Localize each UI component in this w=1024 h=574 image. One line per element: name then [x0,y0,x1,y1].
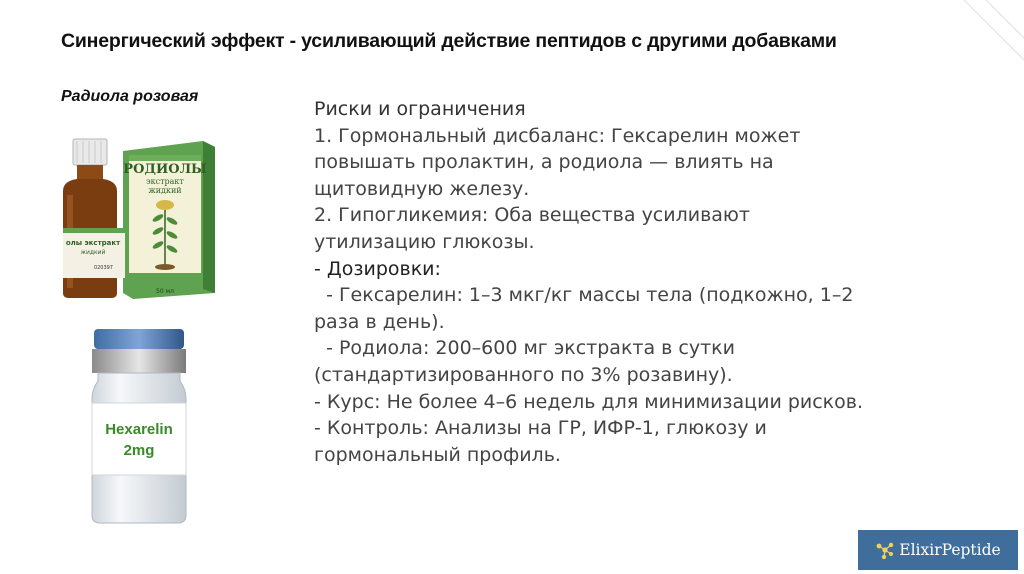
rhodiola-box-line1: экстракт [146,177,184,186]
body-line: 2. Гипогликемия: Оба вещества усиливают [314,204,750,227]
rhodiola-bottle-label-line1: олы экстракт [65,239,121,247]
rhodiola-bottle-label-line2: жидкий [80,249,106,256]
rhodiola-box-line2: жидкий [148,186,182,195]
rhodiola-bottle [63,139,125,298]
elixirpeptide-logo [858,530,1018,570]
body-line: щитовидную железу. [314,177,530,200]
molecule-icon [875,540,895,560]
body-line: гормональный профиль. [314,443,561,466]
body-text [314,96,1014,468]
body-line: - Гексарелин: 1–3 мкг/кг массы тела (подкожно, 1–2 [314,284,854,307]
body-line: повышать пролактин, а родиола — влиять на [314,151,774,174]
rhodiola-box-brand: РОДИОЛЫ [123,162,207,177]
rhodiola-bottle-code: 020397 [93,265,113,271]
hexarelin-dose: 2mg [123,442,155,459]
body-line: - Дозировки: [314,257,441,280]
body-line: 1. Гормональный дисбаланс: Гексарелин может [314,124,801,147]
corner-decoration [964,0,1024,60]
hexarelin-vial-image [88,327,190,525]
rhodiola-box [123,141,215,299]
body-line: (стандартизированного по 3% розавину). [314,363,733,386]
slide-title: Синергический эффект - усиливающий действие пептидов с другими добавками [61,30,837,52]
body-line: утилизацию глюкозы. [314,230,535,253]
rhodiola-product-image [55,133,220,303]
body-line: Риски и ограничения [314,98,526,120]
body-line: - Контроль: Анализы на ГР, ИФР-1, глюкозу и [314,417,767,440]
logo-text: ElixirPeptide [899,541,1001,559]
body-line: раза в день). [314,310,445,333]
body-line: - Курс: Не более 4–6 недель для минимизации рисков. [314,390,864,413]
slide-subtitle: Радиола розовая [61,88,199,105]
body-line: - Родиола: 200–600 мг экстракта в сутки [314,337,735,360]
hexarelin-name: Hexarelin [105,421,173,438]
rhodiola-box-volume: 50 мл [156,288,174,295]
